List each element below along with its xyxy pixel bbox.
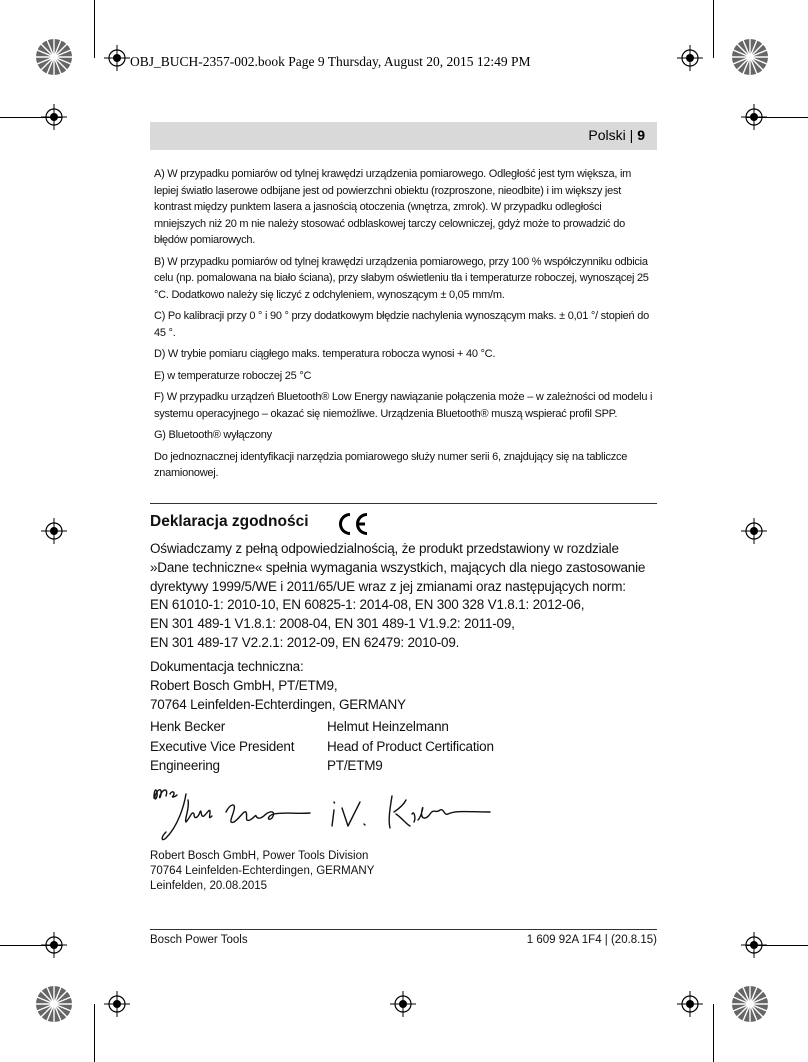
header-language: Polski bbox=[588, 127, 626, 143]
handwritten-signatures bbox=[148, 780, 498, 848]
registration-mark-icon bbox=[741, 932, 767, 958]
signature-address bbox=[150, 849, 374, 894]
footer-doc-number: 1 609 92A 1F4 | (20.8.15) bbox=[526, 934, 657, 946]
address-line: 70764 Leinfelden-Echterdingen, GERMANY bbox=[150, 865, 375, 877]
technical-documentation bbox=[150, 658, 660, 714]
registration-mark-icon bbox=[390, 991, 416, 1017]
note-f: F) W przypadku urządzeń Bluetooth® Low Energy nawiązanie połączenia może – w zależności od modelu i systemu operacyjnego – okazać się niemożliwe. Urządzenia Bluetooth® muszą wspierać profil SPP. bbox=[154, 391, 653, 420]
signatory-department: Engineering bbox=[150, 758, 220, 773]
registration-mark-icon bbox=[104, 45, 130, 71]
statement-line: Oświadczamy z pełną odpowiedzialnością, że produkt przedstawiony w rozdziale bbox=[150, 541, 619, 556]
crop-mark-line bbox=[94, 1004, 95, 1062]
star-target-icon bbox=[35, 38, 73, 76]
notes-divider bbox=[150, 503, 657, 504]
crop-mark-line bbox=[713, 1004, 714, 1062]
note-a: A) W przypadku pomiarów od tylnej krawędzi urządzenia pomiarowego. Odległość jest tym większa, im lepiej światło laserowe odbijane jest od powierzchni obiektu (rozproszone, nieodbite) i im większy jest kontrast między punktem lasera a jasnością otoczenia (wnętrza, zmrok). W przypadku odległości mniejszych niż 20 m nie należy stosować odblaskowej tarczy celowniczej, gdyż może to prowadzić do błędów pomiarowych. bbox=[154, 168, 632, 246]
signatory-right bbox=[327, 717, 494, 776]
place-date: Leinfelden, 20.08.2015 bbox=[150, 880, 268, 892]
registration-mark-icon bbox=[741, 518, 767, 544]
declaration-statement bbox=[150, 540, 660, 653]
statement-line: EN 61010-1: 2010-10, EN 60825-1: 2014-08, EN 300 328 V1.8.1: 2012-06, bbox=[150, 597, 585, 613]
crop-mark-line bbox=[94, 0, 95, 58]
note-g: G) Bluetooth® wyłączony bbox=[154, 429, 272, 441]
page-header bbox=[150, 122, 657, 150]
address-line: Robert Bosch GmbH, Power Tools Division bbox=[150, 850, 369, 862]
note-e: E) w temperaturze roboczej 25 °C bbox=[154, 369, 312, 382]
note-c: C) Po kalibracji przy 0 ° i 90 ° przy dodatkowym błędzie nachylenia wynoszącym maks. ± 0,01 °/ stopień do 45 °. bbox=[154, 310, 649, 339]
signatory-name: Helmut Heinzelmann bbox=[327, 719, 449, 734]
registration-mark-icon bbox=[741, 104, 767, 130]
crop-mark-line bbox=[713, 0, 714, 58]
footer-divider bbox=[150, 929, 657, 930]
registration-mark-icon bbox=[41, 104, 67, 130]
technical-notes bbox=[150, 166, 657, 487]
statement-line: EN 301 489-17 V2.2.1: 2012-09, EN 62479: 2010-09. bbox=[150, 634, 460, 650]
signatory-name: Henk Becker bbox=[150, 719, 226, 734]
ce-mark-icon bbox=[336, 512, 370, 536]
star-target-icon bbox=[35, 985, 73, 1023]
page-number: 9 bbox=[637, 127, 645, 143]
registration-mark-icon bbox=[677, 991, 703, 1017]
page-header-text bbox=[588, 127, 645, 143]
registration-mark-icon bbox=[104, 991, 130, 1017]
tech-doc-line: 70764 Leinfelden-Echterdingen, GERMANY bbox=[150, 696, 406, 712]
registration-mark-icon bbox=[41, 518, 67, 544]
note-b: B) W przypadku pomiarów od tylnej krawędzi urządzenia pomiarowego, przy 100 % współczynniku odbicia celu (np. pomalowana na biało ściana), przy słabym oświetleniu tła i temperaturze roboczej, wynoszącej 25 °C. Dodatkowo należy się liczyć z odchyleniem, wynoszącym ± 0,05 mm/m. bbox=[154, 255, 649, 301]
signatory-title: Executive Vice President bbox=[150, 738, 295, 754]
registration-mark-icon bbox=[41, 932, 67, 958]
tech-doc-line: Dokumentacja techniczna: bbox=[150, 659, 304, 674]
statement-line: »Dane techniczne« spełnia wymagania wszystkich, mających dla niego zastosowanie bbox=[150, 559, 646, 575]
signatory-left bbox=[150, 717, 294, 776]
print-slug: OBJ_BUCH-2357-002.book Page 9 Thursday, August 20, 2015 12:49 PM bbox=[130, 54, 531, 69]
signatory-title: Head of Product Certification bbox=[327, 738, 494, 754]
star-target-icon bbox=[731, 985, 769, 1023]
header-separator: | bbox=[625, 127, 638, 143]
note-serial-number: Do jednoznacznej identyfikacji narzędzia pomiarowego służy numer serii 6, znajdujący się na tabliczce znamionowej. bbox=[154, 450, 628, 479]
star-target-icon bbox=[731, 38, 769, 76]
registration-mark-icon bbox=[677, 45, 703, 71]
signatory-department: PT/ETM9 bbox=[327, 758, 383, 773]
statement-line: EN 301 489-1 V1.8.1: 2008-04, EN 301 489-1 V1.9.2: 2011-09, bbox=[150, 616, 515, 632]
statement-line: dyrektywy 1999/5/WE i 2011/65/UE wraz z jej zmianami oraz następujących norm: bbox=[150, 578, 626, 594]
tech-doc-line: Robert Bosch GmbH, PT/ETM9, bbox=[150, 677, 338, 693]
footer-brand: Bosch Power Tools bbox=[150, 934, 248, 946]
declaration-title: Deklaracja zgodności bbox=[150, 513, 309, 530]
note-d: D) W trybie pomiaru ciągłego maks. temperatura robocza wynosi + 40 °C. bbox=[154, 348, 496, 360]
